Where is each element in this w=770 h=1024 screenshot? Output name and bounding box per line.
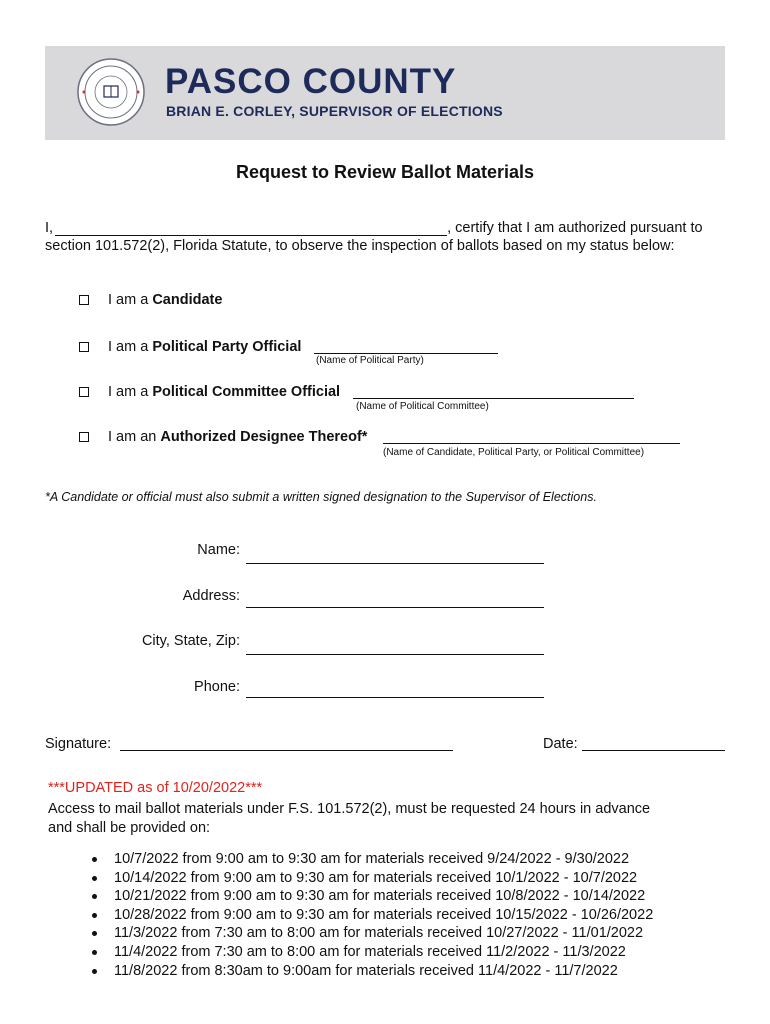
certify-suffix: , certify that I am authorized pursuant to [447, 220, 703, 236]
party-name-blank[interactable] [314, 353, 498, 354]
date-label: Date: [543, 736, 578, 752]
committee-official-checkbox[interactable] [79, 387, 89, 397]
designee-name-blank[interactable] [383, 443, 680, 444]
access-paragraph [48, 800, 728, 838]
option-label: Candidate [152, 292, 223, 308]
candidate-checkbox[interactable] [79, 295, 89, 305]
option-candidate [108, 292, 222, 308]
list-item: 10/28/2022 from 9:00 am to 9:30 am for materials received 10/15/2022 - 10/26/2022 [90, 906, 653, 925]
name-field[interactable] [246, 563, 544, 564]
city-state-zip-field[interactable] [246, 654, 544, 655]
certify-name-blank[interactable] [55, 220, 447, 236]
option-label: Authorized Designee Thereof* [160, 429, 368, 445]
certify-line-2: section 101.572(2), Florida Statute, to observe the inspection of ballots based on my status below: [45, 238, 675, 254]
party-official-checkbox[interactable] [79, 342, 89, 352]
name-label: Name: [197, 542, 240, 558]
date-field[interactable] [582, 750, 725, 751]
list-item: 10/7/2022 from 9:00 am to 9:30 am for materials received 9/24/2022 - 9/30/2022 [90, 850, 653, 869]
access-line-2: and shall be provided on: [48, 820, 211, 836]
list-item: 10/21/2022 from 9:00 am to 9:30 am for materials received 10/8/2022 - 10/14/2022 [90, 887, 653, 906]
option-designee [108, 429, 367, 445]
option-label: Political Committee Official [152, 384, 341, 400]
designee-checkbox[interactable] [79, 432, 89, 442]
updated-notice: ***UPDATED as of 10/20/2022*** [48, 780, 263, 796]
supervisor-name: BRIAN E. CORLEY, SUPERVISOR OF ELECTIONS [166, 103, 503, 119]
signature-field[interactable] [120, 750, 453, 751]
option-party-official [108, 339, 301, 355]
designee-name-caption: (Name of Candidate, Political Party, or Political Committee) [383, 447, 645, 458]
address-field[interactable] [246, 607, 544, 608]
phone-label: Phone: [194, 679, 240, 695]
header-banner [45, 46, 725, 140]
signature-label: Signature: [45, 736, 112, 752]
option-prefix: I am an [108, 429, 161, 445]
option-label: Political Party Official [152, 339, 302, 355]
page-title: Request to Review Ballot Materials [235, 162, 535, 182]
list-item: 11/4/2022 from 7:30 am to 8:00 am for materials received 11/2/2022 - 11/3/2022 [90, 943, 653, 962]
address-label: Address: [182, 588, 240, 604]
committee-name-blank[interactable] [353, 398, 634, 399]
list-item: 11/8/2022 from 8:30am to 9:00am for materials received 11/4/2022 - 11/7/2022 [90, 962, 653, 981]
option-prefix: I am a [108, 339, 153, 355]
county-name: PASCO COUNTY [165, 62, 457, 101]
city-state-zip-label: City, State, Zip: [141, 633, 240, 649]
phone-field[interactable] [246, 697, 544, 698]
committee-name-caption: (Name of Political Committee) [356, 401, 489, 412]
option-committee-official [108, 384, 340, 400]
option-prefix: I am a [108, 292, 153, 308]
certify-line-1 [45, 220, 703, 236]
schedule-list [90, 850, 653, 980]
party-name-caption: (Name of Political Party) [316, 355, 424, 366]
certify-prefix: I, [45, 220, 54, 236]
access-line-1: Access to mail ballot materials under F.S. 101.572(2), must be requested 24 hours in advance [48, 801, 651, 817]
designation-note: *A Candidate or official must also submit a written signed designation to the Supervisor of Elections. [45, 490, 597, 504]
option-prefix: I am a [108, 384, 153, 400]
list-item: 10/14/2022 from 9:00 am to 9:30 am for materials received 10/1/2022 - 10/7/2022 [90, 869, 653, 888]
county-seal-icon [76, 57, 146, 127]
list-item: 11/3/2022 from 7:30 am to 8:00 am for materials received 10/27/2022 - 11/01/2022 [90, 924, 653, 943]
